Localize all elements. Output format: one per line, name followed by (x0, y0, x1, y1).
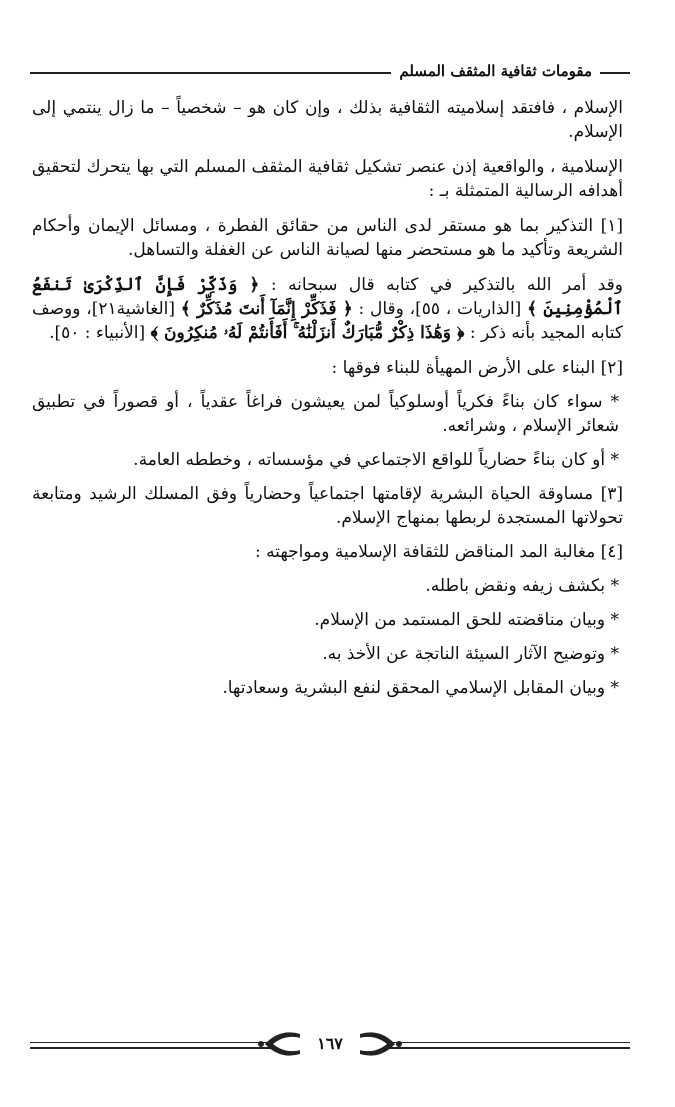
quran-intro: وقد أمر الله بالتذكير في كتابه قال سبحانه : (270, 275, 623, 295)
bullet-item: * بكشف زيفه ونقض باطله. (425, 576, 619, 596)
verse-reference: [الذاريات ، ٥٥]، وقال : (358, 299, 522, 319)
paragraph: [١] التذكير بما هو مستقر لدى الناس من حقائق الفطرة ، ومسائل الإيمان وأحكام الشريعة وتأكيد ما هو مستحضر منها لصيانة الناس عن الغفلة والتساهل. (32, 216, 623, 260)
running-header-title: مقومات ثقافية المثقف المسلم (391, 58, 600, 84)
numbered-item: [٣] مساوقة الحياة البشرية لإقامتها اجتماعياً وحضارياً وفق المسلك الرشيد ومتابعة تحولاتها المستجدة لربطها بمنهاج الإسلام. (32, 484, 623, 528)
quran-paragraph (32, 273, 623, 345)
numbered-item: [٢] البناء على الأرض المهيأة للبناء فوقها : (331, 358, 623, 378)
quran-verse: ﴿ فَذَكِّرْ إِنَّمَآ أَنتَ مُذَكِّرٌ ﴾ (180, 299, 353, 319)
quran-verse: ﴿ وَهَٰذَا ذِكْرٌ مُّبَارَكٌ أَنزَلْنَٰهُ ۚ أَفَأَنتُمْ لَهُۥ مُنكِرُونَ ﴾ (150, 323, 465, 343)
bullet-item: * وتوضيح الآثار السيئة الناتجة عن الأخذ به. (322, 644, 619, 664)
page-footer (30, 1020, 630, 1070)
paragraph: الإسلام ، فافتقد إسلاميته الثقافية بذلك ، وإن كان هو – شخصياً – ما زال ينتمي إلى الإسلام. (32, 98, 623, 142)
page-number: ١٦٧ (300, 1031, 360, 1057)
quran-verse: ﴿ وَذَكِّرْ فَإِنَّ ٱلذِّكْرَىٰ تَنفَعُ ٱلْمُؤْمِنِينَ ﴾ (32, 275, 624, 319)
paragraph: الإسلامية ، والواقعية إذن عنصر تشكيل ثقافية المثقف المسلم التي بها يتحرك لتحقيق أهدافه الرسالية المتمثلة بـ : (32, 157, 623, 201)
bullet-item: * وبيان مناقضته للحق المستمد من الإسلام. (314, 610, 619, 630)
bullet-item: * سواء كان بناءً فكرياً أوسلوكياً لمن يعيشون فراغاً عقدياً ، أو قصوراً في تطبيق شعائر الإسلام ، وشرائعه. (32, 392, 619, 436)
bullet-item: * وبيان المقابل الإسلامي المحقق لنفع البشرية وسعادتها. (222, 678, 619, 698)
running-header (30, 58, 630, 84)
verse-reference: [الغاشية٢١]، ووصف كتابه المجيد بأنه ذكر : (32, 299, 623, 343)
verse-reference: [الأنبياء : ٥٠]. (49, 323, 146, 343)
bullet-item: * أو كان بناءً حضارياً للواقع الاجتماعي في مؤسساته ، وخططه العامة. (133, 450, 619, 470)
page-body (32, 96, 623, 710)
numbered-item: [٤] مغالبة المد المناقض للثقافة الإسلامية ومواجهته : (254, 542, 623, 562)
